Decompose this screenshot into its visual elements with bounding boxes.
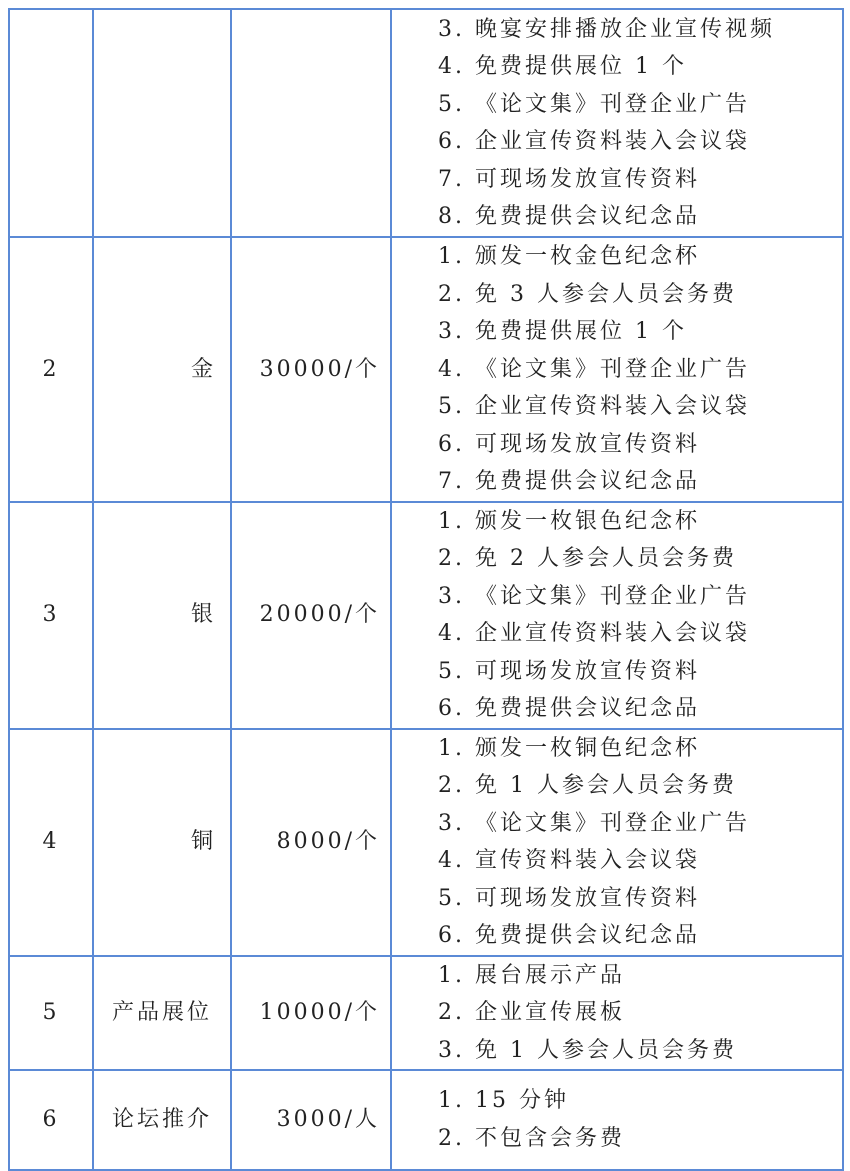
- row-number-cell: 4: [9, 729, 93, 956]
- benefits-cell: [391, 1070, 843, 1170]
- benefit-item: 3. 免费提供展位 1 个: [438, 319, 687, 344]
- sponsor-level-cell: 产品展位: [93, 956, 231, 1071]
- benefit-item: 2. 不包含会务费: [438, 1126, 625, 1151]
- table-row: [9, 1070, 843, 1170]
- benefit-item: 8. 免费提供会议纪念品: [438, 204, 700, 229]
- table-body: [9, 9, 843, 1170]
- sponsor-level-cell: 铜: [93, 729, 231, 956]
- price-cell: 8000/个: [231, 729, 391, 956]
- benefit-item: 5. 可现场发放宣传资料: [438, 658, 700, 684]
- benefit-item: 7. 免费提供会议纪念品: [438, 469, 700, 494]
- row-number-cell: 6: [9, 1070, 93, 1170]
- table-row: [9, 237, 843, 502]
- benefit-item: 5. 企业宣传资料装入会议袋: [438, 394, 750, 419]
- sponsor-level-cell: 论坛推介: [93, 1070, 231, 1170]
- benefit-item: 3. 《论文集》刊登企业广告: [438, 810, 750, 836]
- table-row: [9, 729, 843, 956]
- price-cell: 10000/个: [231, 956, 391, 1071]
- sponsorship-table: [8, 8, 844, 1171]
- benefit-item: 4. 宣传资料装入会议袋: [438, 848, 700, 873]
- benefit-item: 1. 颁发一枚铜色纪念杯: [438, 735, 700, 761]
- benefit-item: 1. 15 分钟: [438, 1088, 569, 1113]
- benefit-item: 2. 免 1 人参会人员会务费: [438, 773, 737, 798]
- benefit-item: 4. 免费提供展位 1 个: [438, 54, 687, 79]
- benefit-item: 1. 展台展示产品: [438, 962, 625, 988]
- row-number-cell: 5: [9, 956, 93, 1071]
- benefit-item: 4. 企业宣传资料装入会议袋: [438, 621, 750, 646]
- benefit-item: 3. 晚宴安排播放企业宣传视频: [438, 16, 775, 42]
- benefit-item: 1. 颁发一枚金色纪念杯: [438, 244, 700, 269]
- benefit-item: 2. 免 3 人参会人员会务费: [438, 281, 737, 307]
- benefits-cell: [391, 729, 843, 956]
- benefit-item: 1. 颁发一枚银色纪念杯: [438, 508, 700, 534]
- price-cell: 30000/个: [231, 237, 391, 502]
- benefit-item: 2. 企业宣传展板: [438, 1000, 625, 1025]
- benefit-item: 3. 《论文集》刊登企业广告: [438, 583, 750, 609]
- benefit-item: 4. 《论文集》刊登企业广告: [438, 356, 750, 382]
- price-cell: 3000/人: [231, 1070, 391, 1170]
- benefit-item: 6. 免费提供会议纪念品: [438, 696, 700, 721]
- benefit-item: 5. 可现场发放宣传资料: [438, 885, 700, 911]
- table-row: [9, 502, 843, 729]
- row-number-cell: 2: [9, 237, 93, 502]
- row-number-cell: 3: [9, 502, 93, 729]
- benefits-cell: [391, 237, 843, 502]
- price-cell: 20000/个: [231, 502, 391, 729]
- benefit-item: 6. 可现场发放宣传资料: [438, 431, 700, 457]
- price-cell: [231, 9, 391, 237]
- benefits-cell: [391, 502, 843, 729]
- sponsor-level-cell: [93, 9, 231, 237]
- sponsor-level-cell: 金: [93, 237, 231, 502]
- benefit-item: 3. 免 1 人参会人员会务费: [438, 1037, 737, 1063]
- benefits-cell: [391, 9, 843, 237]
- benefit-item: 5. 《论文集》刊登企业广告: [438, 91, 750, 117]
- benefit-item: 6. 免费提供会议纪念品: [438, 923, 700, 948]
- sponsor-level-cell: 银: [93, 502, 231, 729]
- table-row: [9, 9, 843, 237]
- table-row: [9, 956, 843, 1071]
- benefit-item: 2. 免 2 人参会人员会务费: [438, 546, 737, 571]
- benefits-cell: [391, 956, 843, 1071]
- benefit-item: 6. 企业宣传资料装入会议袋: [438, 129, 750, 154]
- benefit-item: 7. 可现场发放宣传资料: [438, 166, 700, 192]
- row-number-cell: [9, 9, 93, 237]
